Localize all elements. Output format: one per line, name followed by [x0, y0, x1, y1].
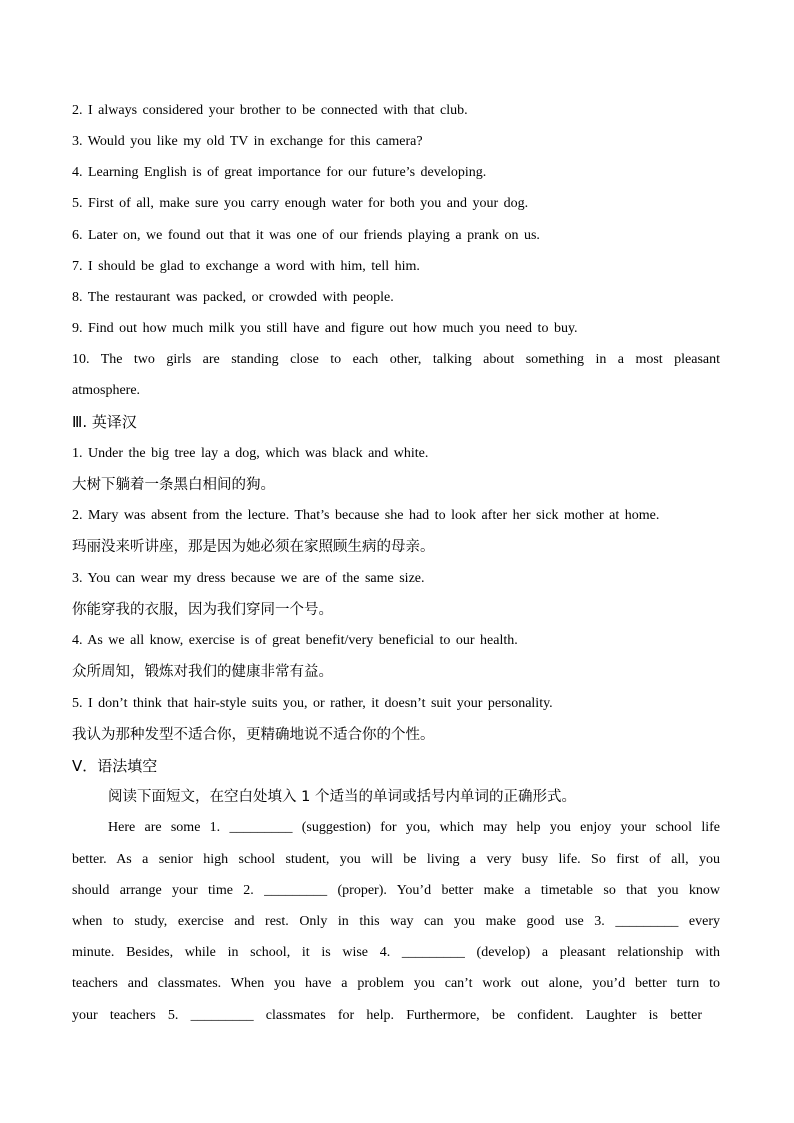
sentence-4: 4. Learning English is of great importance for our future’s developing. — [72, 165, 487, 180]
passage-line-6: teachers and classmates. When you have a problem you can’t work out alone, you’d better turn to — [72, 976, 720, 991]
sentence-2: 2. I always considered your brother to be connected with that club. — [72, 103, 468, 118]
translation-2-chinese: 玛丽没来听讲座，那是因为她必须在家照顾生病的母亲。 — [72, 539, 435, 555]
translation-2-english: 2. Mary was absent from the lecture. That’s because she had to look after her sick mother at home. — [72, 508, 660, 523]
passage-line-7: your teachers 5. _________ classmates for help. Furthermore, be confident. Laughter is better — [72, 1008, 702, 1023]
sentence-7: 7. I should be glad to exchange a word with him, tell him. — [72, 259, 420, 274]
grammar-instruction: 阅读下面短文，在空白处填入 1 个适当的单词或括号内单词的正确形式。 — [108, 789, 576, 805]
translation-4-chinese: 众所周知，锻炼对我们的健康非常有益。 — [72, 664, 333, 680]
translation-5-english: 5. I don’t think that hair-style suits you, or rather, it doesn’t suit your personality. — [72, 696, 553, 711]
translation-4-english: 4. As we all know, exercise is of great benefit/very beneficial to our health. — [72, 633, 518, 648]
passage-line-4: when to study, exercise and rest. Only in this way can you make good use 3. _________ every — [72, 914, 720, 929]
translation-5-chinese: 我认为那种发型不适合你，更精确地说不适合你的个性。 — [72, 727, 435, 743]
passage-line-2: better. As a senior high school student, you will be living a very busy life. So first of all, you — [72, 852, 720, 867]
sentence-5: 5. First of all, make sure you carry enough water for both you and your dog. — [72, 196, 529, 211]
sentence-10-line-1: 10. The two girls are standing close to each other, talking about something in a most pleasant — [72, 352, 720, 367]
sentence-3: 3. Would you like my old TV in exchange for this camera? — [72, 134, 423, 149]
section-heading-grammar-fill: Ⅴ．语法填空 — [72, 757, 158, 775]
sentence-9: 9. Find out how much milk you still have and figure out how much you need to buy. — [72, 321, 578, 336]
translation-1-english: 1. Under the big tree lay a dog, which was black and white. — [72, 446, 429, 461]
sentence-6: 6. Later on, we found out that it was one of our friends playing a prank on us. — [72, 228, 540, 243]
sentence-8: 8. The restaurant was packed, or crowded with people. — [72, 290, 394, 305]
passage-line-5: minute. Besides, while in school, it is wise 4. _________ (develop) a pleasant relationship with — [72, 945, 720, 960]
sentence-10-line-2: atmosphere. — [72, 383, 141, 398]
passage-line-3: should arrange your time 2. _________ (proper). You’d better make a timetable so that you know — [72, 883, 720, 898]
section-heading-translation: Ⅲ. 英译汉 — [72, 413, 137, 431]
translation-1-chinese: 大树下躺着一条黑白相间的狗。 — [72, 477, 275, 493]
passage-line-1: Here are some 1. _________ (suggestion) for you, which may help you enjoy your school life — [108, 820, 720, 835]
translation-3-chinese: 你能穿我的衣服，因为我们穿同一个号。 — [72, 602, 333, 618]
translation-3-english: 3. You can wear my dress because we are of the same size. — [72, 571, 425, 586]
